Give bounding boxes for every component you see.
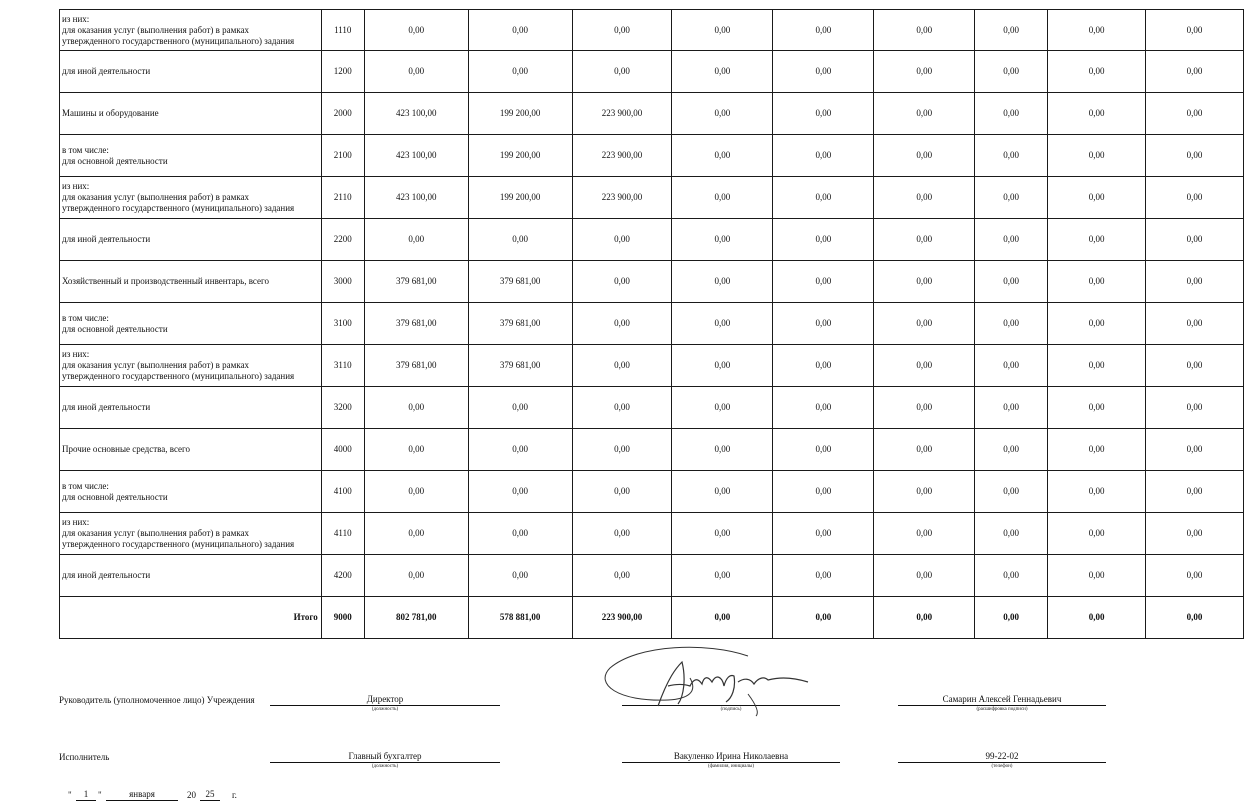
row-value: 0,00	[364, 219, 468, 261]
row-value: 0,00	[1146, 219, 1244, 261]
row-value: 0,00	[468, 51, 572, 93]
name-caption: (фамилия, инициалы)	[707, 764, 755, 769]
total-value: 0,00	[874, 597, 975, 639]
row-label	[60, 471, 322, 513]
row-value: 0,00	[874, 219, 975, 261]
row-value: 0,00	[1146, 261, 1244, 303]
row-value: 423 100,00	[364, 135, 468, 177]
row-label	[60, 303, 322, 345]
row-value: 0,00	[773, 303, 874, 345]
row-value: 0,00	[773, 51, 874, 93]
row-value: 0,00	[572, 387, 672, 429]
exec-position-caption: (должность)	[371, 764, 399, 769]
row-value: 0,00	[773, 261, 874, 303]
row-value: 0,00	[1146, 177, 1244, 219]
row-value: 0,00	[1146, 10, 1244, 51]
row-value: 0,00	[874, 177, 975, 219]
head-label: Руководитель (уполномоченное лицо) Учреждения	[59, 695, 255, 705]
row-value: 0,00	[975, 303, 1048, 345]
row-label-line: для иной деятельности	[62, 402, 151, 412]
row-value: 0,00	[672, 135, 773, 177]
row-code: 3110	[321, 345, 364, 387]
row-code: 3000	[321, 261, 364, 303]
row-value: 0,00	[1048, 471, 1146, 513]
row-value: 0,00	[874, 387, 975, 429]
total-value: 802 781,00	[364, 597, 468, 639]
row-value: 0,00	[975, 219, 1048, 261]
row-value: 0,00	[874, 135, 975, 177]
row-value: 199 200,00	[468, 177, 572, 219]
row-value: 0,00	[773, 135, 874, 177]
row-value: 0,00	[773, 10, 874, 51]
row-value: 0,00	[1048, 219, 1146, 261]
total-label: Итого	[60, 597, 322, 639]
row-value: 0,00	[1146, 51, 1244, 93]
row-label	[60, 10, 322, 51]
row-label-line: в том числе:	[62, 480, 109, 491]
row-label-line: Хозяйственный и производственный инвентарь, всего	[62, 276, 269, 286]
row-code: 2200	[321, 219, 364, 261]
row-value: 0,00	[1146, 345, 1244, 387]
row-value: 0,00	[773, 177, 874, 219]
row-code: 3200	[321, 387, 364, 429]
row-value: 0,00	[364, 51, 468, 93]
row-value: 0,00	[874, 345, 975, 387]
row-value: 0,00	[975, 261, 1048, 303]
table-row	[60, 345, 1244, 387]
row-value: 223 900,00	[572, 93, 672, 135]
row-label	[60, 387, 322, 429]
row-code: 4100	[321, 471, 364, 513]
date-month: января	[106, 789, 178, 801]
row-value: 0,00	[1146, 387, 1244, 429]
row-value: 0,00	[672, 303, 773, 345]
row-label-line: из них:	[62, 349, 90, 359]
table-row	[60, 303, 1244, 345]
row-label	[60, 345, 322, 387]
row-label-line: для оказания услуг (выполнения работ) в рамках	[62, 528, 250, 538]
row-value: 0,00	[1048, 387, 1146, 429]
row-value: 0,00	[975, 513, 1048, 555]
row-value: 0,00	[672, 345, 773, 387]
row-value: 0,00	[672, 177, 773, 219]
row-value: 199 200,00	[468, 135, 572, 177]
date-year: 25	[200, 789, 220, 801]
date-quote-open: "	[68, 790, 72, 800]
row-code: 2100	[321, 135, 364, 177]
row-value: 223 900,00	[572, 177, 672, 219]
exec-label: Исполнитель	[59, 752, 110, 762]
date-suffix: г.	[232, 790, 237, 800]
row-value: 0,00	[1048, 135, 1146, 177]
row-label	[60, 177, 322, 219]
date-century: 20	[187, 790, 196, 800]
row-value: 0,00	[572, 345, 672, 387]
total-value: 0,00	[1146, 597, 1244, 639]
row-value: 0,00	[1048, 261, 1146, 303]
row-value: 0,00	[1146, 471, 1244, 513]
row-label-line: утвержденного государственного (муниципального) задания	[62, 203, 295, 213]
total-code: 9000	[321, 597, 364, 639]
row-code: 4000	[321, 429, 364, 471]
row-label	[60, 135, 322, 177]
row-value: 0,00	[572, 51, 672, 93]
row-label-line: из них:	[62, 517, 90, 527]
total-value: 578 881,00	[468, 597, 572, 639]
row-label-line: для иной деятельности	[62, 66, 151, 76]
row-label-line: Машины и оборудование	[62, 108, 159, 118]
row-value: 0,00	[468, 219, 572, 261]
row-value: 0,00	[672, 219, 773, 261]
decode-caption: (расшифровка подписи)	[976, 707, 1028, 712]
row-value: 0,00	[773, 555, 874, 597]
row-value: 0,00	[364, 555, 468, 597]
row-value: 0,00	[975, 93, 1048, 135]
row-value: 0,00	[1048, 303, 1146, 345]
row-value: 0,00	[672, 261, 773, 303]
row-value: 0,00	[975, 345, 1048, 387]
row-value: 0,00	[364, 387, 468, 429]
row-label-line: для иной деятельности	[62, 570, 151, 580]
row-label-line: утвержденного государственного (муниципального) задания	[62, 35, 295, 46]
row-label-line: для основной деятельности	[62, 323, 168, 334]
row-label-line: для оказания услуг (выполнения работ) в рамках	[62, 24, 250, 35]
total-value: 223 900,00	[572, 597, 672, 639]
row-value: 0,00	[1048, 10, 1146, 51]
row-label	[60, 429, 322, 471]
signature-image	[598, 638, 818, 718]
row-value: 0,00	[572, 555, 672, 597]
row-value: 0,00	[672, 51, 773, 93]
date-day: 1	[76, 789, 96, 801]
row-label-line: для иной деятельности	[62, 234, 151, 244]
table-row	[60, 177, 1244, 219]
row-value: 0,00	[572, 471, 672, 513]
row-value: 0,00	[874, 555, 975, 597]
phone-caption: (телефон)	[991, 764, 1013, 769]
row-value: 0,00	[874, 513, 975, 555]
row-value: 0,00	[773, 429, 874, 471]
row-value: 0,00	[975, 51, 1048, 93]
row-label-line: для основной деятельности	[62, 491, 168, 502]
total-row	[60, 597, 1244, 639]
row-label-line: утвержденного государственного (муниципального) задания	[62, 539, 295, 549]
table-row	[60, 135, 1244, 177]
row-value: 0,00	[874, 10, 975, 51]
row-value: 0,00	[672, 513, 773, 555]
row-value: 0,00	[468, 513, 572, 555]
row-value: 0,00	[1048, 555, 1146, 597]
row-value: 0,00	[874, 429, 975, 471]
row-label-line: для основной деятельности	[62, 155, 168, 166]
row-value: 0,00	[572, 261, 672, 303]
row-value: 0,00	[1048, 51, 1146, 93]
assets-table	[59, 9, 1244, 639]
total-value: 0,00	[1048, 597, 1146, 639]
row-value: 0,00	[672, 387, 773, 429]
row-value: 0,00	[468, 471, 572, 513]
row-value: 0,00	[874, 51, 975, 93]
row-value: 379 681,00	[364, 303, 468, 345]
table-row	[60, 219, 1244, 261]
position-caption: (должность)	[371, 707, 399, 712]
row-value: 0,00	[364, 10, 468, 51]
row-label-line: из них:	[62, 13, 90, 24]
row-value: 0,00	[975, 387, 1048, 429]
table-row	[60, 513, 1244, 555]
table-row	[60, 471, 1244, 513]
row-value: 0,00	[1048, 93, 1146, 135]
row-label-line: из них:	[62, 181, 90, 191]
row-value: 0,00	[773, 93, 874, 135]
row-value: 0,00	[874, 303, 975, 345]
row-value: 0,00	[773, 513, 874, 555]
row-label-line: утвержденного государственного (муниципального) задания	[62, 371, 295, 381]
row-value: 0,00	[672, 10, 773, 51]
row-label-line: в том числе:	[62, 144, 109, 155]
row-value: 0,00	[364, 429, 468, 471]
row-value: 379 681,00	[468, 345, 572, 387]
row-value: 0,00	[874, 93, 975, 135]
row-value: 0,00	[1048, 513, 1146, 555]
row-value: 0,00	[572, 513, 672, 555]
row-value: 0,00	[1146, 513, 1244, 555]
row-label-line: Прочие основные средства, всего	[62, 444, 191, 454]
phone: 99-22-02	[898, 751, 1106, 763]
row-value: 0,00	[672, 429, 773, 471]
row-code: 4200	[321, 555, 364, 597]
row-code: 1200	[321, 51, 364, 93]
row-code: 3100	[321, 303, 364, 345]
row-label	[60, 513, 322, 555]
row-value: 0,00	[975, 10, 1048, 51]
head-name: Самарин Алексей Геннадьевич	[898, 694, 1106, 706]
table-row	[60, 51, 1244, 93]
row-value: 0,00	[468, 387, 572, 429]
row-label	[60, 219, 322, 261]
row-value: 0,00	[1146, 93, 1244, 135]
row-label-line: в том числе:	[62, 312, 109, 323]
row-value: 223 900,00	[572, 135, 672, 177]
row-value: 0,00	[572, 10, 672, 51]
row-value: 379 681,00	[468, 261, 572, 303]
date-quote-close: "	[98, 790, 102, 800]
row-value: 0,00	[975, 135, 1048, 177]
row-value: 0,00	[1048, 429, 1146, 471]
row-value: 0,00	[468, 555, 572, 597]
row-value: 0,00	[975, 555, 1048, 597]
row-label	[60, 555, 322, 597]
row-value: 0,00	[773, 387, 874, 429]
row-value: 199 200,00	[468, 93, 572, 135]
row-value: 0,00	[572, 429, 672, 471]
table-row	[60, 93, 1244, 135]
row-value: 0,00	[1048, 177, 1146, 219]
row-value: 0,00	[672, 555, 773, 597]
table-row	[60, 387, 1244, 429]
row-code: 4110	[321, 513, 364, 555]
row-value: 0,00	[1048, 345, 1146, 387]
row-label	[60, 261, 322, 303]
row-code: 1110	[321, 10, 364, 51]
row-code: 2110	[321, 177, 364, 219]
row-value: 0,00	[773, 471, 874, 513]
row-value: 423 100,00	[364, 93, 468, 135]
row-value: 0,00	[672, 471, 773, 513]
row-code: 2000	[321, 93, 364, 135]
row-value: 0,00	[975, 471, 1048, 513]
row-value: 0,00	[672, 93, 773, 135]
row-value: 379 681,00	[364, 345, 468, 387]
row-value: 0,00	[468, 10, 572, 51]
signature-caption: (подпись)	[720, 707, 742, 712]
row-value: 0,00	[874, 471, 975, 513]
row-value: 423 100,00	[364, 177, 468, 219]
row-value: 0,00	[572, 303, 672, 345]
table-row	[60, 555, 1244, 597]
table-row	[60, 261, 1244, 303]
row-value: 0,00	[572, 219, 672, 261]
row-value: 0,00	[975, 177, 1048, 219]
row-label-line: для оказания услуг (выполнения работ) в рамках	[62, 360, 250, 370]
row-value: 0,00	[975, 429, 1048, 471]
table-row	[60, 429, 1244, 471]
row-value: 0,00	[1146, 555, 1244, 597]
row-value: 0,00	[1146, 135, 1244, 177]
row-value: 0,00	[468, 429, 572, 471]
row-value: 0,00	[364, 513, 468, 555]
total-value: 0,00	[773, 597, 874, 639]
row-value: 0,00	[1146, 303, 1244, 345]
row-value: 0,00	[773, 345, 874, 387]
total-value: 0,00	[672, 597, 773, 639]
exec-position: Главный бухгалтер	[270, 751, 500, 763]
table-row	[60, 10, 1244, 51]
row-label	[60, 51, 322, 93]
row-value: 379 681,00	[468, 303, 572, 345]
row-value: 0,00	[773, 219, 874, 261]
row-value: 0,00	[364, 471, 468, 513]
total-value: 0,00	[975, 597, 1048, 639]
row-value: 0,00	[874, 261, 975, 303]
row-value: 379 681,00	[364, 261, 468, 303]
row-label	[60, 93, 322, 135]
row-label-line: для оказания услуг (выполнения работ) в рамках	[62, 192, 250, 202]
row-value: 0,00	[1146, 429, 1244, 471]
exec-name: Вакуленко Ирина Николаевна	[622, 751, 840, 763]
head-position: Директор	[270, 694, 500, 706]
